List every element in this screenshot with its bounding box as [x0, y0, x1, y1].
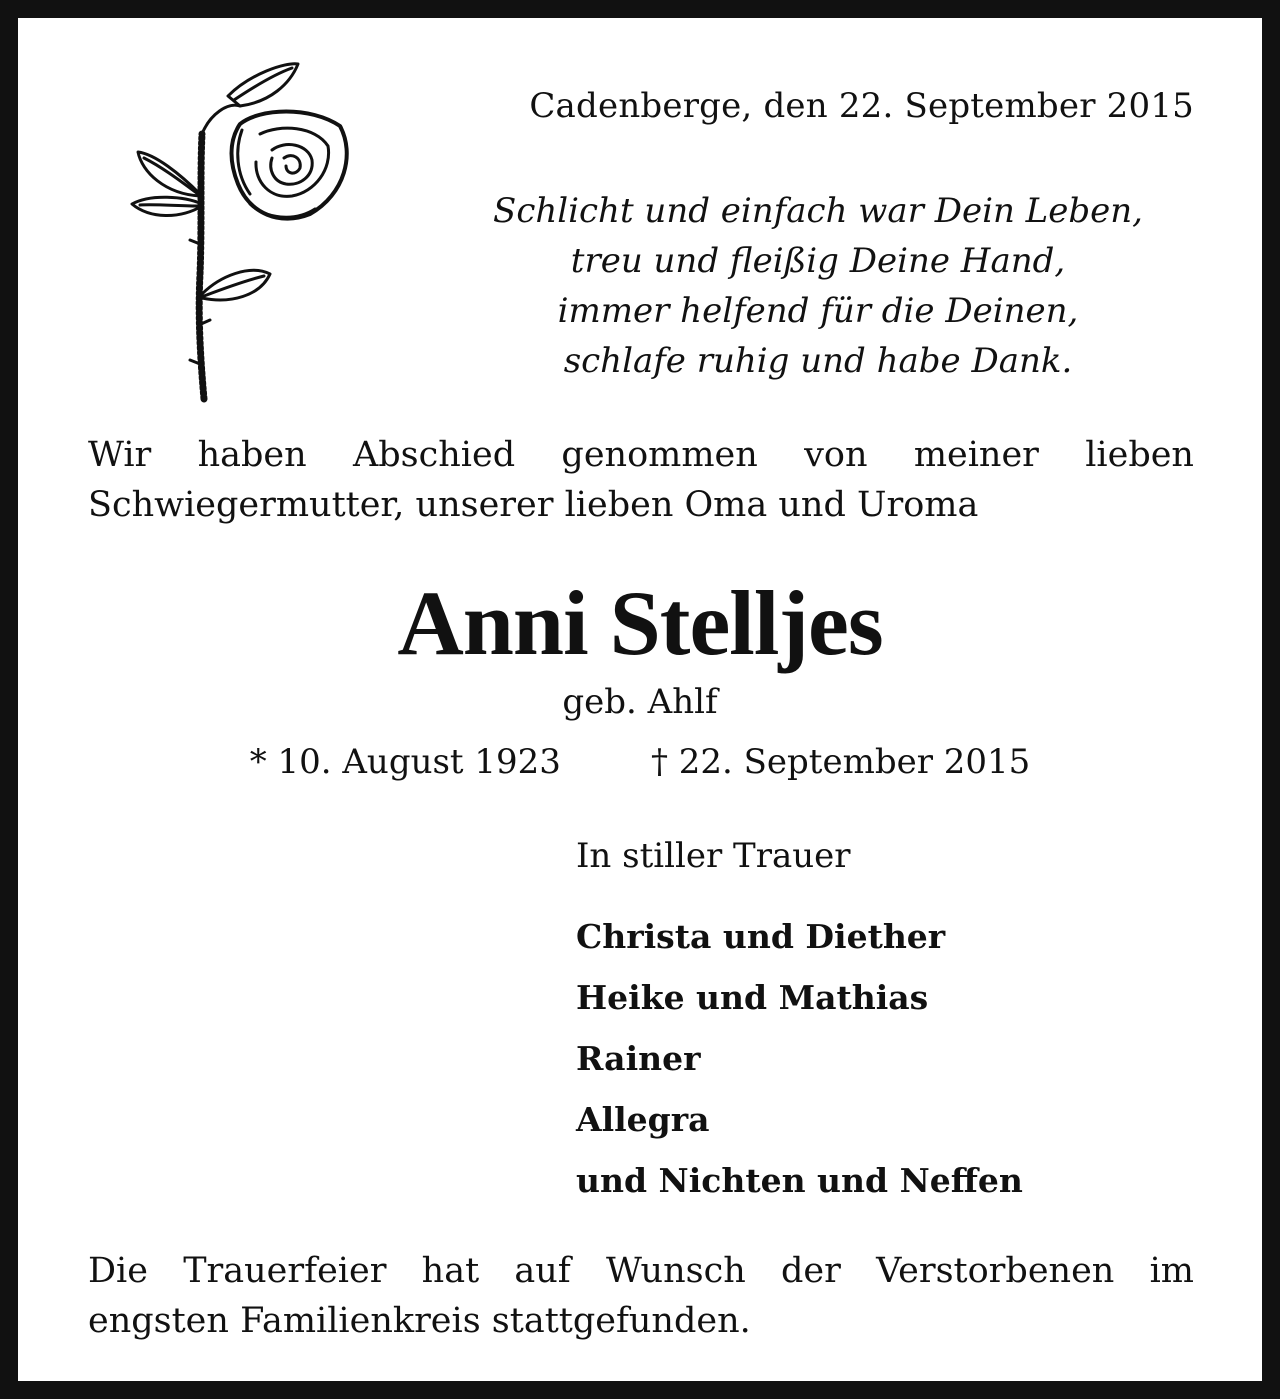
poem — [418, 186, 1218, 386]
intro-word: Wir — [88, 435, 152, 475]
poem-line: immer helfend für die Deinen, — [557, 291, 1079, 331]
closing-line-2: engsten Familienkreis stattgefunden. — [88, 1301, 751, 1341]
mourner: Rainer — [576, 1039, 701, 1078]
life-dates — [18, 742, 1262, 782]
closing-word: der — [780, 1251, 841, 1291]
mourning-label: In stiller Trauer — [576, 836, 851, 876]
poem-line: Schlicht und einfach war Dein Leben, — [493, 191, 1143, 231]
closing-word: Trauerfeier — [183, 1251, 387, 1291]
intro-line-1 — [88, 430, 1194, 480]
mourner: Allegra — [576, 1100, 710, 1139]
poem-line: treu und fleißig Deine Hand, — [570, 241, 1066, 281]
intro-word: haben — [197, 435, 307, 475]
mourners-list — [576, 906, 1023, 1211]
deceased-name: Anni Stelljes — [397, 572, 883, 674]
mourner: Christa und Diether — [576, 917, 946, 956]
closing-word: Wunsch — [606, 1251, 746, 1291]
intro-word: Abschied — [353, 435, 516, 475]
closing-word: im — [1149, 1251, 1194, 1291]
closing-word: Die — [88, 1251, 148, 1291]
closing-word: auf — [514, 1251, 571, 1291]
poem-line: schlafe ruhig und habe Dank. — [563, 341, 1073, 381]
rose-icon — [110, 54, 360, 414]
intro-word: von — [804, 435, 868, 475]
place-date: Cadenberge, den 22. September 2015 — [529, 86, 1194, 126]
birth-date: * 10. August 1923 — [249, 742, 561, 782]
death-date: † 22. September 2015 — [650, 742, 1031, 782]
intro-word: lieben — [1085, 435, 1194, 475]
closing-word: Verstorbenen — [876, 1251, 1115, 1291]
mourner: Heike und Mathias — [576, 978, 929, 1017]
closing-line-1 — [88, 1246, 1194, 1296]
closing-word: hat — [421, 1251, 480, 1291]
birth-name: geb. Ahlf — [562, 682, 718, 722]
intro-text — [88, 430, 1194, 530]
intro-line-2: Schwiegermutter, unserer lieben Oma und Uroma — [88, 485, 979, 525]
closing-text — [88, 1246, 1194, 1346]
intro-word: genommen — [561, 435, 758, 475]
intro-word: meiner — [913, 435, 1039, 475]
mourner: und Nichten und Neffen — [576, 1161, 1023, 1200]
